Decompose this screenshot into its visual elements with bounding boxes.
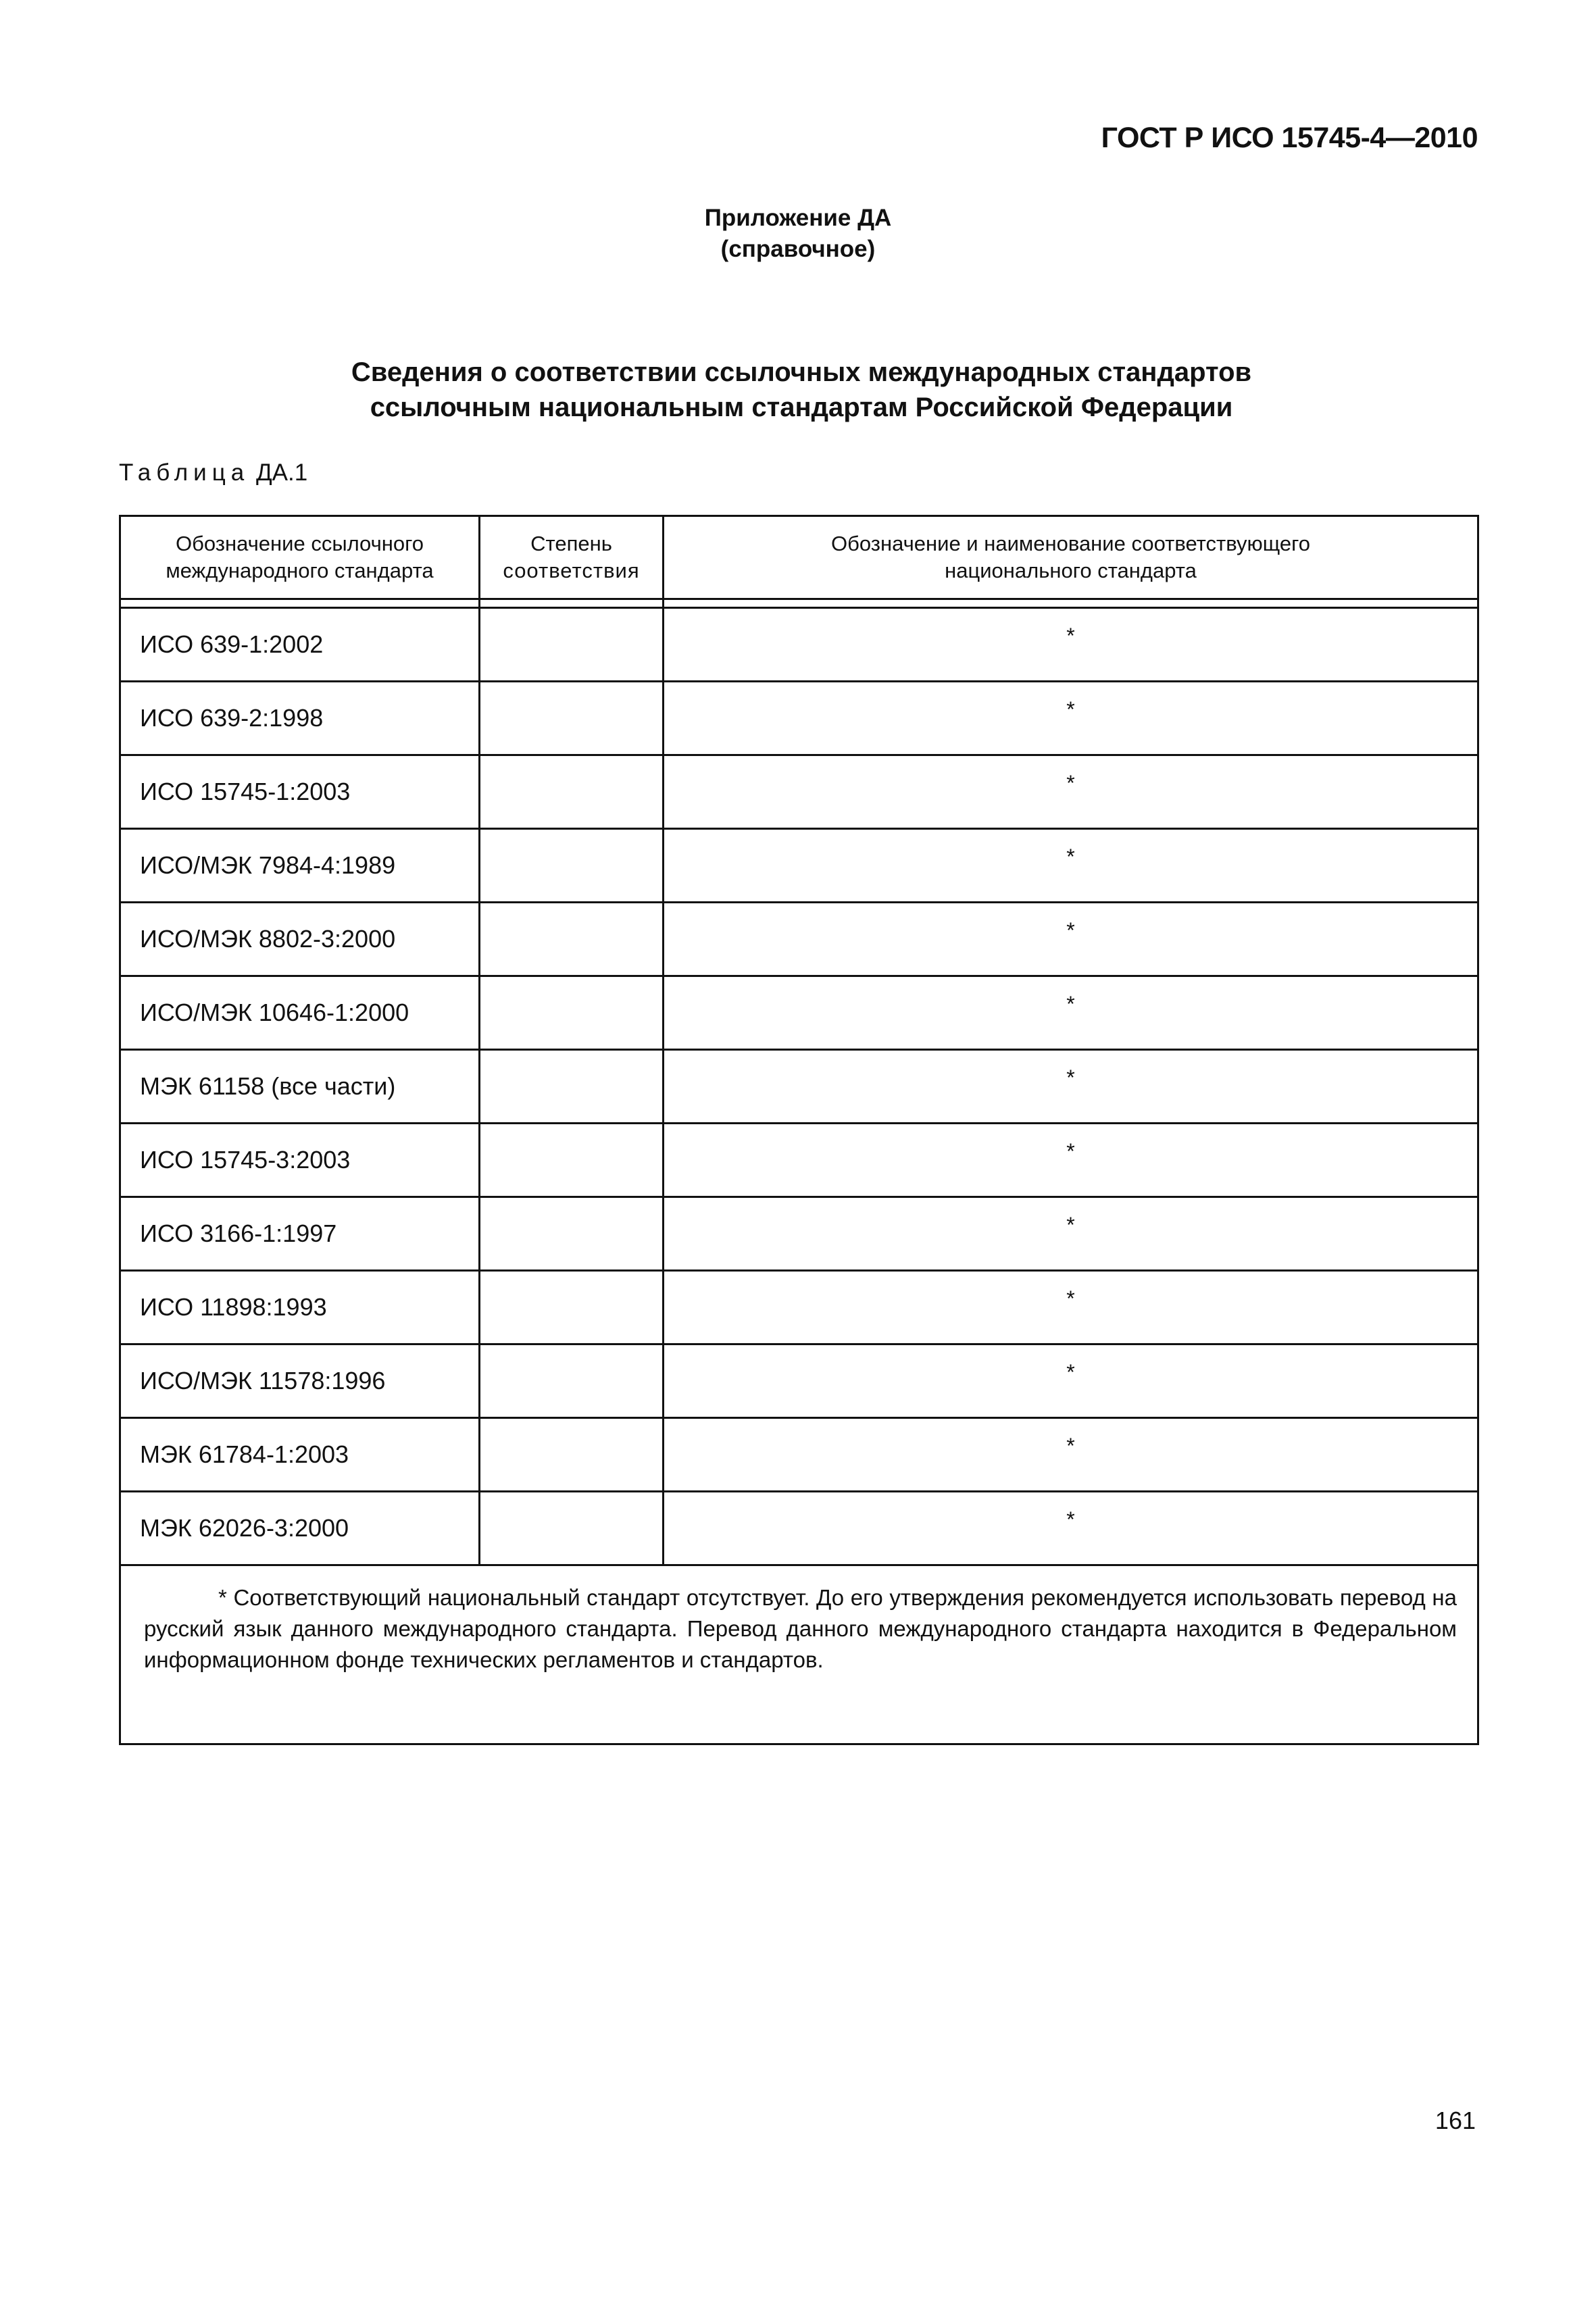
header-designation-line-2: международного стандарта <box>166 559 434 582</box>
degree-cell <box>480 608 664 682</box>
national-standard-cell: * <box>664 682 1478 755</box>
table-body <box>120 599 1478 1565</box>
designation-cell: ИСО/МЭК 7984-4:1989 <box>120 829 480 903</box>
page-number: 161 <box>1435 2107 1476 2134</box>
header-degree-line-2: соответствия <box>503 559 640 582</box>
national-standard-cell: * <box>664 976 1478 1050</box>
header-degree-line-1: Степень <box>530 532 612 555</box>
table-row <box>120 1124 1478 1197</box>
designation-cell: ИСО/МЭК 10646-1:2000 <box>120 976 480 1050</box>
national-standard-cell: * <box>664 608 1478 682</box>
table-note-row <box>120 1565 1478 1744</box>
header-separator <box>120 599 1478 608</box>
table-row <box>120 1344 1478 1418</box>
national-standard-cell: * <box>664 755 1478 829</box>
table-caption <box>119 459 307 486</box>
degree-cell <box>480 755 664 829</box>
national-standard-cell: * <box>664 829 1478 903</box>
header-designation-line-1: Обозначение ссылочного <box>176 532 424 555</box>
national-standard-cell: * <box>664 1344 1478 1418</box>
table-row <box>120 1492 1478 1565</box>
national-standard-cell: * <box>664 903 1478 976</box>
designation-cell: ИСО/МЭК 8802-3:2000 <box>120 903 480 976</box>
degree-cell <box>480 1124 664 1197</box>
table-row <box>120 903 1478 976</box>
degree-cell <box>480 1344 664 1418</box>
table-row <box>120 829 1478 903</box>
table-row <box>120 1271 1478 1344</box>
table-note-text: * Соответствующий национальный стандарт отсутствует. До его утверждения рекомендуется использовать перевод на русский язык данного международного стандарта. Перевод данного международного стандарта находится в Федеральном информационном фонде технических регламентов и стандартов. <box>144 1585 1457 1672</box>
degree-cell <box>480 1271 664 1344</box>
national-standard-cell: * <box>664 1124 1478 1197</box>
national-standard-cell: * <box>664 1271 1478 1344</box>
table-row <box>120 1418 1478 1492</box>
table-row <box>120 976 1478 1050</box>
national-standard-cell: * <box>664 1197 1478 1271</box>
standards-table <box>119 515 1479 1745</box>
table-row <box>120 682 1478 755</box>
degree-cell <box>480 1197 664 1271</box>
annex-title: Приложение ДА <box>704 205 892 231</box>
designation-cell: МЭК 61784-1:2003 <box>120 1418 480 1492</box>
table-caption-id: ДА.1 <box>255 459 308 486</box>
table-row <box>120 1197 1478 1271</box>
section-heading-line-2: ссылочным национальным стандартам Российской Федерации <box>370 393 1233 422</box>
table-header-row <box>120 516 1478 599</box>
degree-cell <box>480 829 664 903</box>
degree-cell <box>480 976 664 1050</box>
designation-cell: ИСО 15745-3:2003 <box>120 1124 480 1197</box>
designation-cell: ИСО 11898:1993 <box>120 1271 480 1344</box>
national-standard-cell: * <box>664 1418 1478 1492</box>
degree-cell <box>480 1492 664 1565</box>
designation-cell: МЭК 62026-3:2000 <box>120 1492 480 1565</box>
section-heading-line-1: Сведения о соответствии ссылочных международных стандартов <box>351 357 1252 387</box>
annex-title-block <box>697 203 899 265</box>
section-heading <box>0 355 1596 425</box>
header-designation <box>120 516 480 599</box>
header-national <box>664 516 1478 599</box>
table-note <box>120 1565 1478 1744</box>
designation-cell: ИСО 639-1:2002 <box>120 608 480 682</box>
annex-subtitle: (справочное) <box>720 236 876 262</box>
designation-cell: ИСО 15745-1:2003 <box>120 755 480 829</box>
header-degree <box>480 516 664 599</box>
designation-cell: ИСО/МЭК 11578:1996 <box>120 1344 480 1418</box>
header-national-line-1: Обозначение и наименование соответствующего <box>830 532 1311 555</box>
national-standard-cell: * <box>664 1050 1478 1124</box>
degree-cell <box>480 682 664 755</box>
degree-cell <box>480 903 664 976</box>
document-code: ГОСТ Р ИСО 15745-4—2010 <box>1101 122 1478 154</box>
designation-cell: МЭК 61158 (все части) <box>120 1050 480 1124</box>
header-national-line-2: национального стандарта <box>945 559 1197 582</box>
degree-cell <box>480 1418 664 1492</box>
table-caption-word: Таблица <box>119 459 250 486</box>
designation-cell: ИСО 639-2:1998 <box>120 682 480 755</box>
designation-cell: ИСО 3166-1:1997 <box>120 1197 480 1271</box>
national-standard-cell: * <box>664 1492 1478 1565</box>
table-row <box>120 755 1478 829</box>
table-row <box>120 1050 1478 1124</box>
degree-cell <box>480 1050 664 1124</box>
table-row <box>120 608 1478 682</box>
